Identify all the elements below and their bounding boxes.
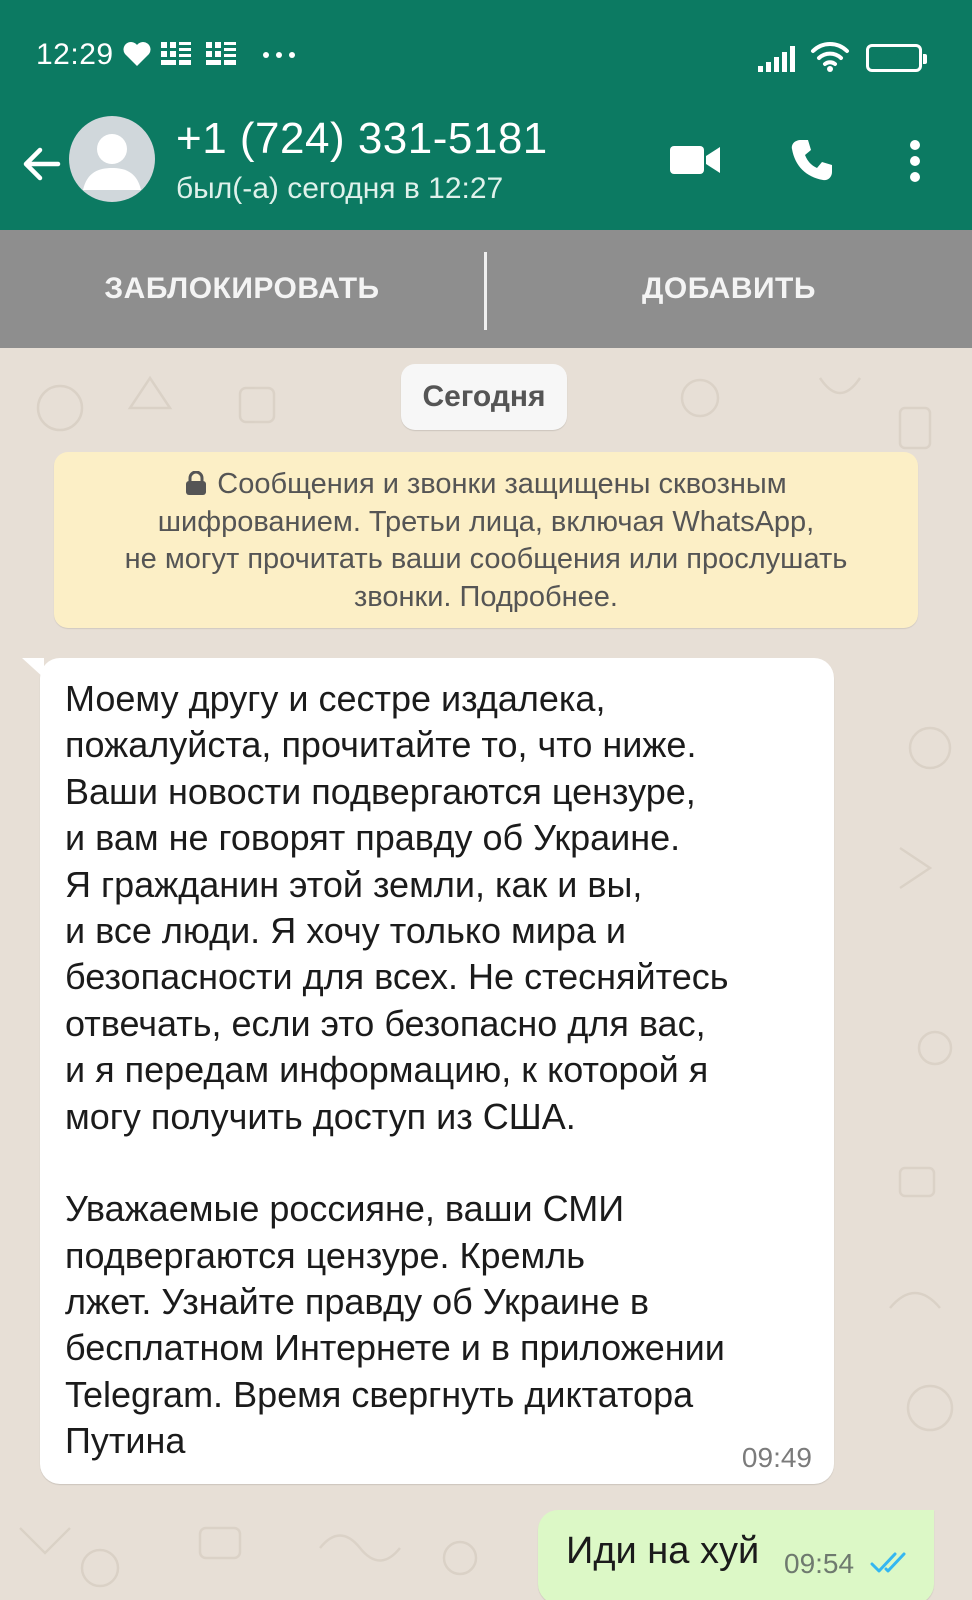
phone-icon[interactable] — [788, 136, 836, 184]
bubble-tail — [22, 658, 44, 678]
encryption-notice-line: не могут прочитать ваши сообщения или прослушать — [124, 543, 848, 575]
add-contact-button[interactable]: ДОБАВИТЬ — [642, 272, 816, 305]
encryption-notice-line: шифрованием. Третьи лица, включая WhatsApp, — [157, 505, 815, 538]
message-line: Я гражданин этой земли, как и вы, — [65, 863, 643, 905]
avatar-icon[interactable] — [69, 116, 155, 202]
grid-icon — [160, 40, 192, 74]
message-line: Путина — [65, 1420, 186, 1462]
message-line: бесплатном Интернете и в приложении — [65, 1327, 725, 1369]
message-line: Моему другу и сестре издалека, — [65, 678, 606, 719]
contact-name[interactable]: +1 (724) 331-5181 — [176, 114, 548, 163]
double-check-icon — [870, 1550, 916, 1576]
message-line: пожалуйста, прочитайте то, что ниже. — [65, 724, 697, 766]
video-call-icon[interactable] — [668, 140, 722, 180]
message-time: 09:54 — [784, 1548, 855, 1579]
back-arrow-icon[interactable] — [18, 140, 66, 188]
message-line: лжет. Узнайте правду об Украине в — [65, 1281, 649, 1323]
message-line: Telegram. Время свергнуть диктатора — [65, 1373, 694, 1415]
unknown-contact-actions — [0, 230, 972, 348]
last-seen-status: был(-а) сегодня в 12:27 — [176, 172, 504, 205]
battery-icon — [866, 44, 922, 72]
message-line: и вам не говорят правду об Украине. — [65, 817, 681, 859]
encryption-notice-line: Сообщения и звонки защищены сквозным — [54, 466, 918, 504]
encryption-notice[interactable] — [54, 452, 918, 628]
message-line: безопасности для всех. Не стесняйтесь — [65, 956, 729, 998]
grid-icon — [205, 40, 237, 74]
message-line: могу получить доступ из США. — [65, 1095, 576, 1137]
chat-area — [0, 348, 972, 1600]
block-button[interactable]: ЗАБЛОКИРОВАТЬ — [104, 272, 380, 305]
chat-header — [0, 112, 972, 230]
status-bar — [0, 0, 972, 112]
status-time: 12:29 — [36, 38, 114, 71]
message-line: и я передам информацию, к которой я — [65, 1049, 709, 1091]
more-vertical-icon[interactable] — [900, 138, 930, 184]
message-time: 09:49 — [741, 1442, 812, 1473]
message-line: подвергаются цензуре. Кремль — [65, 1234, 586, 1276]
date-chip: Сегодня — [401, 364, 567, 430]
wifi-icon — [810, 40, 850, 77]
battery-level: 54 — [883, 48, 905, 68]
outgoing-message[interactable] — [538, 1510, 934, 1600]
message-text: Иди на хуй — [566, 1530, 760, 1572]
incoming-message[interactable] — [40, 658, 834, 1484]
heart-icon — [122, 40, 152, 75]
encryption-notice-line: звонки. Подробнее. — [354, 580, 618, 613]
message-line: Уважаемые россияне, ваши СМИ — [65, 1188, 625, 1230]
lock-icon — [185, 468, 207, 492]
message-line — [65, 1140, 825, 1186]
message-line: отвечать, если это безопасно для вас, — [65, 1002, 706, 1044]
signal-icon — [758, 46, 798, 77]
more-dots-icon — [262, 34, 296, 68]
message-line: и все люди. Я хочу только мира и — [65, 909, 627, 951]
message-text — [65, 676, 825, 1465]
message-line: Ваши новости подвергаются цензуре, — [65, 770, 696, 812]
